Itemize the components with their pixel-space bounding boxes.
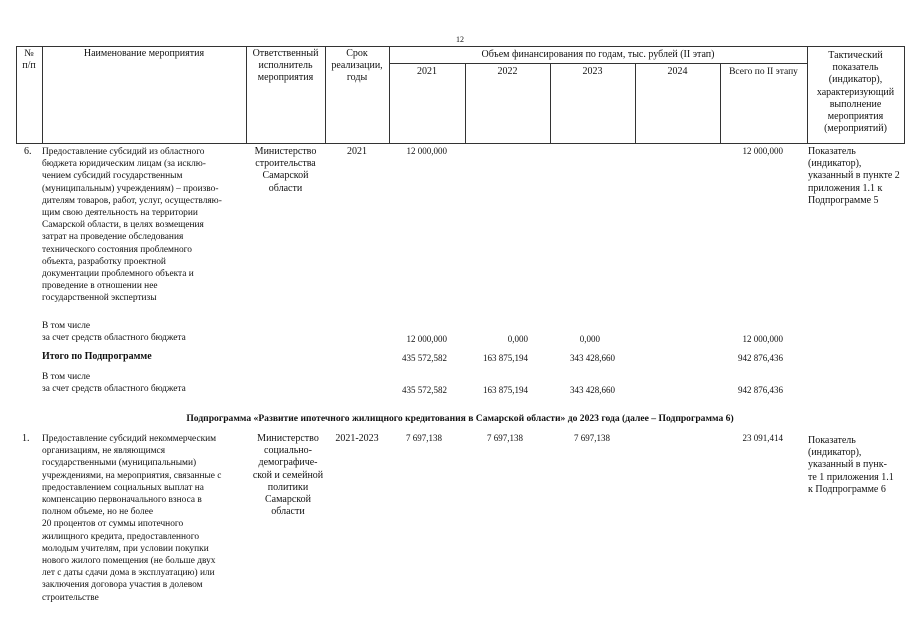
total-sub-label: Итого по Подпрограмме [42,351,152,362]
row1-term: 2021-2023 [335,433,379,444]
header-year-2021: 2021 [417,66,437,77]
header-funding: Объем финансирования по годам, тыс. рублей (II этап) [481,49,715,60]
row6-incl-2023: 0,000 [579,334,600,344]
row6-term: 2021 [347,146,367,157]
total-sub-incl-label: В том числе за счет средств областного бюджета [42,372,186,395]
total-sub-incl-total: 942 876,436 [738,385,783,395]
row1-2022: 7 697,138 [487,433,523,443]
total-sub-total: 942 876,436 [738,353,783,363]
subprogram6-title: Подпрограмма «Развитие ипотечного жилищного кредитования в Самарской области» до 2023 года (далее – Подпрограмма 6) [186,413,734,424]
total-sub-2021: 435 572,582 [402,353,447,363]
row6-total: 12 000,000 [742,146,783,156]
row1-name: Предоставление субсидий некоммерческим организациям, не являющимся государственными (муниципальными) учреждениями, на мероприятия, связанные с предоставлением социальных выплат на компенсацию первоначального взноса в полном объеме, но не более 20 процентов от суммы ипотечного жилищного кредита, предоставленного молодым учителям, при условии покупки нового жилого помещения (не больше двух лет с даты сдачи дома в эксплуатацию) или заключения договора участия в долевом строительстве [42,434,222,603]
row1-2021: 7 697,138 [406,433,442,443]
row6-incl-2021: 12 000,000 [406,334,447,344]
total-sub-2022: 163 875,194 [483,353,528,363]
table-top-border [16,46,904,47]
row6-2021: 12 000,000 [406,146,447,156]
header-executor: Ответственный исполнитель мероприятия [252,48,319,84]
row1-total: 23 091,414 [742,433,783,443]
row6-incl-label: В том числе за счет средств областного бюджета [42,321,186,344]
row1-executor: Министерство социально- демографиче- ской и семейной политики Самарской области [252,433,324,518]
funding-subheader-line [389,63,807,64]
header-bottom-border [16,143,904,144]
header-term: Срок реализации, годы [331,48,383,84]
row6-incl-2022: 0,000 [507,334,528,344]
total-sub-incl-2022: 163 875,194 [483,385,528,395]
row1-2023: 7 697,138 [574,433,610,443]
row6-num: 6. [24,146,32,157]
header-year-2024: 2024 [667,66,688,77]
row6-name: Предоставление субсидий из областного бюджета юридическим лицам (за исклю- чением субсидий государственным (муниципальным) учреждениям) – произво- дителям товаров, работ, услуг, осуществляю- щим свою деятельность на территории Самарской области, в целях возмещения затрат на проведение обследования технического состояния проблемного объекта, разработку проектной документации проблемного объекта и проведение в отношении нее государственной экспертизы [42,147,222,304]
header-name: Наименование мероприятия [83,48,205,59]
row6-incl-total: 12 000,000 [742,334,783,344]
header-num: № п/п [22,48,36,72]
row1-indicator: Показатель (индикатор), указанный в пунк- те 1 приложения 1.1 к Подпрограмме 6 [808,435,894,495]
page-number: 12 [456,35,464,44]
row6-executor: Министерство строительства Самарской области [254,146,317,194]
header-indicator: Тактический показатель (индикатор), характеризующий выполнение мероприятия (мероприятий) [816,50,895,135]
total-sub-2023: 343 428,660 [570,353,615,363]
header-total-stage: Всего по II этапу [729,67,798,77]
header-year-2022: 2022 [497,66,518,77]
row1-num: 1. [22,433,30,444]
row6-indicator: Показатель (индикатор), указанный в пункте 2 приложения 1.1 к Подпрограмме 5 [808,146,900,206]
total-sub-incl-2023: 343 428,660 [570,385,615,395]
header-year-2023: 2023 [582,66,603,77]
col-border [42,46,43,144]
total-sub-incl-2021: 435 572,582 [402,385,447,395]
